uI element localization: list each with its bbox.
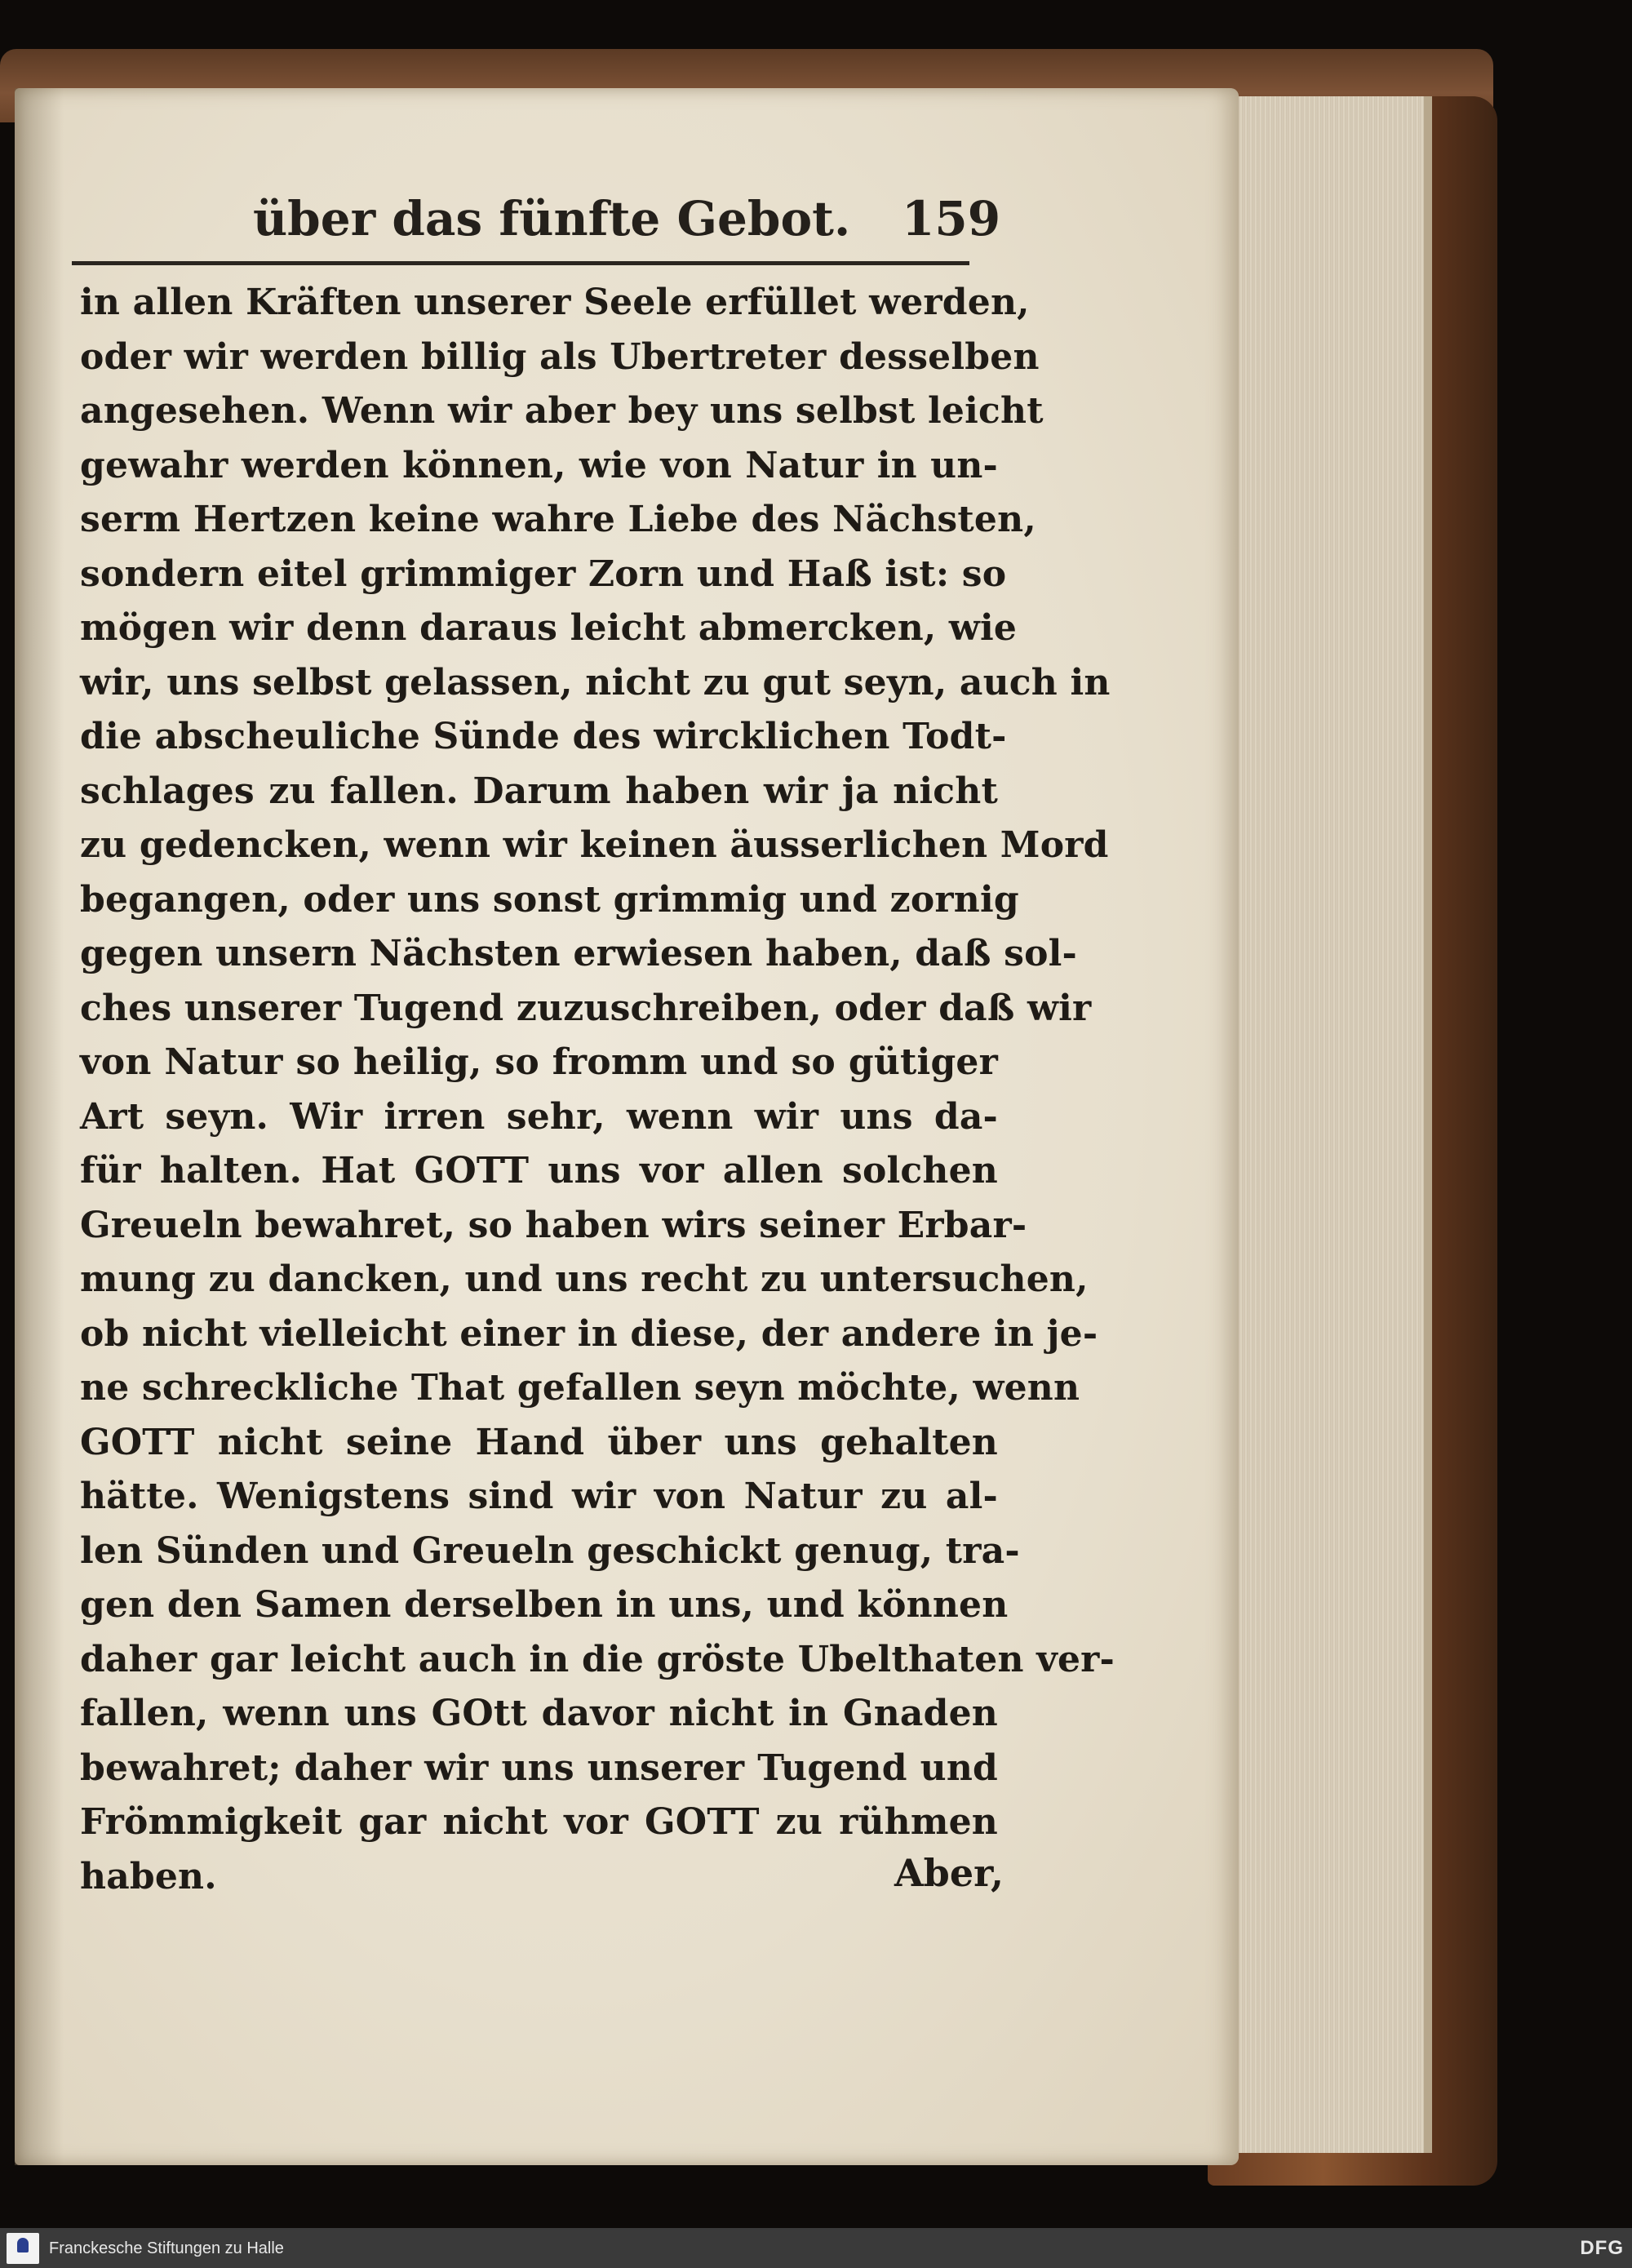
page-block-edges [1228, 96, 1432, 2153]
text-line: angesehen. Wenn wir aber bey uns selbst leicht [80, 390, 1044, 432]
text-line: bewahret; daher wir uns unserer Tugend und [80, 1746, 998, 1789]
text-line: begangen, oder uns sonst grimmig und zornig [80, 878, 1019, 921]
text-line: ches unserer Tugend zuzuschreiben, oder daß wir [80, 987, 1092, 1029]
text-line: daher gar leicht auch in die gröste Ubelthaten ver- [80, 1638, 1115, 1680]
text-line: ne schreckliche That gefallen seyn möchte, wenn [80, 1367, 1080, 1409]
text-line: von Natur so heilig, so fromm und so gütiger [80, 1041, 998, 1083]
text-line: gen den Samen derselben in uns, und können [80, 1584, 1009, 1626]
text-line: GOTT nicht seine Hand über uns gehalten [80, 1421, 998, 1463]
dfg-logo: DFG [1580, 2237, 1624, 2259]
page-number: 159 [902, 191, 1001, 246]
institution-logo-icon [7, 2233, 39, 2264]
text-line: fallen, wenn uns GOtt davor nicht in Gnaden [80, 1693, 998, 1734]
text-line: mögen wir denn daraus leicht abmercken, wie [80, 607, 1018, 649]
text-line: gewahr werden können, wie von Natur in un- [80, 444, 998, 486]
header-rule [72, 261, 969, 265]
text-line: len Sünden und Greueln geschickt genug, tra- [80, 1529, 1020, 1572]
text-line: haben. [80, 1855, 217, 1897]
text-line: schlages zu fallen. Darum haben wir ja nicht [80, 770, 998, 812]
institution-name: Franckesche Stiftungen zu Halle [49, 2239, 284, 2257]
running-head: über das fünfte Gebot. [253, 191, 851, 246]
text-line: wir, uns selbst gelassen, nicht zu gut seyn, auch in [80, 661, 1111, 703]
text-line: Art seyn. Wir irren sehr, wenn wir uns da- [80, 1095, 998, 1138]
text-line: gegen unsern Nächsten erwiesen haben, daß sol- [80, 933, 1078, 974]
text-line: sondern eitel grimmiger Zorn und Haß ist: so [80, 553, 1007, 595]
body-text [80, 276, 1115, 1904]
text-line: in allen Kräften unserer Seele erfüllet werden, [80, 282, 1030, 323]
catchword: Aber, [894, 1851, 1004, 1895]
text-line: Frömmigkeit gar nicht vor GOTT zu rühmen [80, 1801, 998, 1843]
text-line: ob nicht vielleicht einer in diese, der andere in je- [80, 1312, 1098, 1355]
text-line: die abscheuliche Sünde des wircklichen Todt- [80, 716, 1007, 757]
text-line: oder wir werden billig als Ubertreter desselben [80, 335, 1040, 378]
text-line: Greueln bewahret, so haben wirs seiner Erbar- [80, 1204, 1027, 1246]
logo-mark [17, 2238, 29, 2252]
text-line: mung zu dancken, und uns recht zu untersuchen, [80, 1258, 1089, 1300]
text-line: zu gedencken, wenn wir keinen äusserlichen Mord [80, 824, 1109, 866]
text-line: hätte. Wenigstens sind wir von Natur zu al- [80, 1476, 998, 1517]
page-gutter-shadow [15, 88, 64, 2165]
text-line: serm Hertzen keine wahre Liebe des Nächsten, [80, 499, 1036, 540]
viewer-footer [0, 2228, 1632, 2268]
text-line: für halten. Hat GOTT uns vor allen solchen [80, 1150, 998, 1192]
